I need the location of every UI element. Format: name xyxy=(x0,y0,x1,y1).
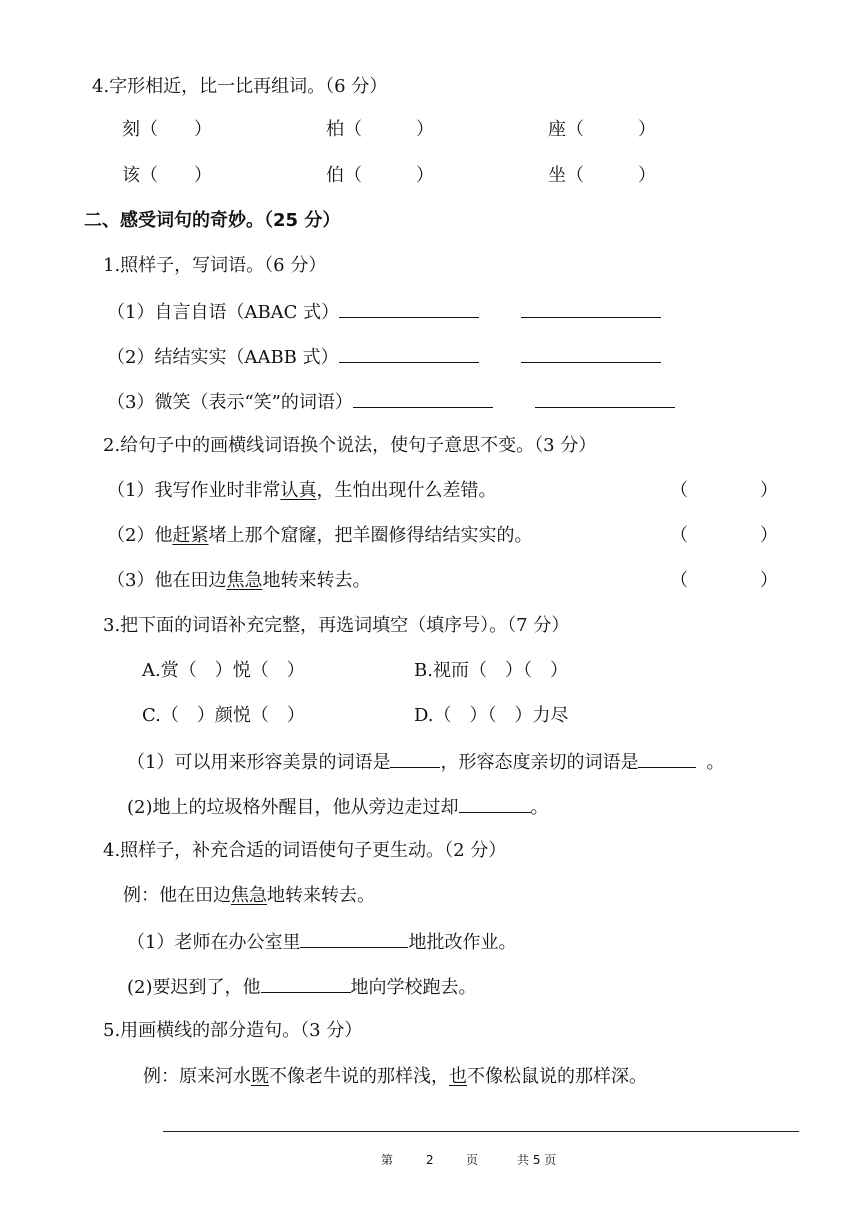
q4-item-6: 坐（ ） xyxy=(548,165,656,186)
s1-item-2-text: （2）结结实实（AABB 式） xyxy=(107,347,339,368)
s4-example-post: 地转来转去。 xyxy=(267,885,375,906)
answer-parens[interactable]: （ ） xyxy=(670,480,778,501)
answer-blank[interactable] xyxy=(535,389,675,408)
answer-blank[interactable] xyxy=(638,749,696,768)
s2-item-1-pre: （1）我写作业时非常 xyxy=(107,480,281,501)
s4-example xyxy=(123,884,375,908)
s4-q1 xyxy=(127,929,516,955)
s3-word-c: C.（ ）颜悦（ ） xyxy=(142,705,305,726)
underlined-word: 认真 xyxy=(280,480,317,501)
s4-q2-pre: (2)要迟到了，他 xyxy=(127,977,261,998)
answer-blank[interactable] xyxy=(521,344,661,363)
underlined-word: 赶紧 xyxy=(172,525,209,546)
s3-word-d: D.（ ）（ ）力尽 xyxy=(414,705,569,726)
s3-title: 3.把下面的词语补充完整，再选词填空（填序号）。（7 分） xyxy=(103,615,570,636)
s1-title: 1.照样子，写词语。（6 分） xyxy=(103,255,327,276)
s2-item-3-post: 地转来转去。 xyxy=(262,570,371,591)
s4-example-pre: 例：他在田边 xyxy=(123,885,231,906)
s3-word-b: B.视而（ ）（ ） xyxy=(414,660,568,681)
s1-item-3 xyxy=(107,389,675,415)
s3-word-a: A.赏（ ）悦（ ） xyxy=(142,660,305,681)
answer-blank[interactable] xyxy=(353,389,493,408)
s5-title: 5.用画横线的部分造句。（3 分） xyxy=(103,1020,363,1041)
s3-q2-pre: (2)地上的垃圾格外醒目，他从旁边走过却 xyxy=(127,797,459,818)
answer-parens[interactable]: （ ） xyxy=(670,570,778,591)
s2-item-2 xyxy=(107,524,532,548)
underlined-word: 也 xyxy=(449,1066,467,1087)
answer-blank[interactable] xyxy=(339,344,479,363)
s4-title: 4.照样子，补充合适的词语使句子更生动。（2 分） xyxy=(103,840,507,861)
answer-blank[interactable] xyxy=(261,974,351,993)
s2-item-3-pre: （3）他在田边 xyxy=(107,570,227,591)
s3-q1-pre: （1）可以用来形容美景的词语是 xyxy=(127,752,391,773)
footer-page-number: 2 xyxy=(426,1153,434,1167)
answer-blank[interactable] xyxy=(459,794,531,813)
s5-example-post: 不像松鼠说的那样深。 xyxy=(467,1066,647,1087)
s2-item-1-post: ，生怕出现什么差错。 xyxy=(316,480,497,501)
footer-label-di: 第 xyxy=(381,1153,394,1167)
footer-label-ye: 页 xyxy=(466,1153,479,1167)
s1-item-3-text: （3）微笑（表示“笑”的词语） xyxy=(107,392,353,413)
s2-title: 2.给句子中的画横线词语换个说法，使句子意思不变。（3 分） xyxy=(103,435,597,456)
s5-example-pre: 例：原来河水 xyxy=(143,1066,251,1087)
answer-blank[interactable] xyxy=(521,299,661,318)
s2-item-2-pre: （2）他 xyxy=(107,525,173,546)
q4-title: 4.字形相近，比一比再组词。（6 分） xyxy=(92,76,388,97)
s3-q2 xyxy=(127,794,549,820)
q4-item-2: 柏（ ） xyxy=(326,119,434,140)
q4-item-5: 伯（ ） xyxy=(326,165,434,186)
s1-item-1-text: （1）自言自语（ABAC 式） xyxy=(107,302,340,323)
q4-item-3: 座（ ） xyxy=(548,119,656,140)
s4-q2-post: 地向学校跑去。 xyxy=(350,977,477,998)
s5-example xyxy=(143,1065,647,1089)
underlined-word: 焦急 xyxy=(226,570,263,591)
s4-q1-pre: （1）老师在办公室里 xyxy=(127,932,301,953)
s1-item-1 xyxy=(107,299,661,325)
q4-item-4: 该（ ） xyxy=(122,165,212,186)
s2-item-1 xyxy=(107,479,496,503)
s4-q2 xyxy=(127,974,477,1000)
answer-blank[interactable] xyxy=(300,929,408,948)
s3-q1-post: 。 xyxy=(706,752,725,773)
answer-parens[interactable]: （ ） xyxy=(670,525,778,546)
q4-item-1: 刻（ ） xyxy=(122,119,212,140)
footer-rule xyxy=(163,1131,799,1132)
s2-item-2-post: 堵上那个窟窿，把羊圈修得结结实实的。 xyxy=(208,525,533,546)
answer-blank[interactable] xyxy=(339,299,479,318)
underlined-word: 既 xyxy=(251,1066,269,1087)
s3-q1-mid: ，形容态度亲切的词语是 xyxy=(440,752,639,773)
s4-q1-post: 地批改作业。 xyxy=(408,932,517,953)
footer-total-pages: 共 5 页 xyxy=(517,1153,557,1167)
s1-item-2 xyxy=(107,344,661,370)
answer-blank[interactable] xyxy=(390,749,440,768)
s3-q2-post: 。 xyxy=(530,797,549,818)
s5-example-mid: 不像老牛说的那样浅， xyxy=(269,1066,449,1087)
underlined-word: 焦急 xyxy=(231,885,267,906)
s2-item-3 xyxy=(107,569,370,593)
section2-title: 二、感受词句的奇妙。（25 分） xyxy=(84,210,341,231)
s3-q1 xyxy=(127,749,724,775)
